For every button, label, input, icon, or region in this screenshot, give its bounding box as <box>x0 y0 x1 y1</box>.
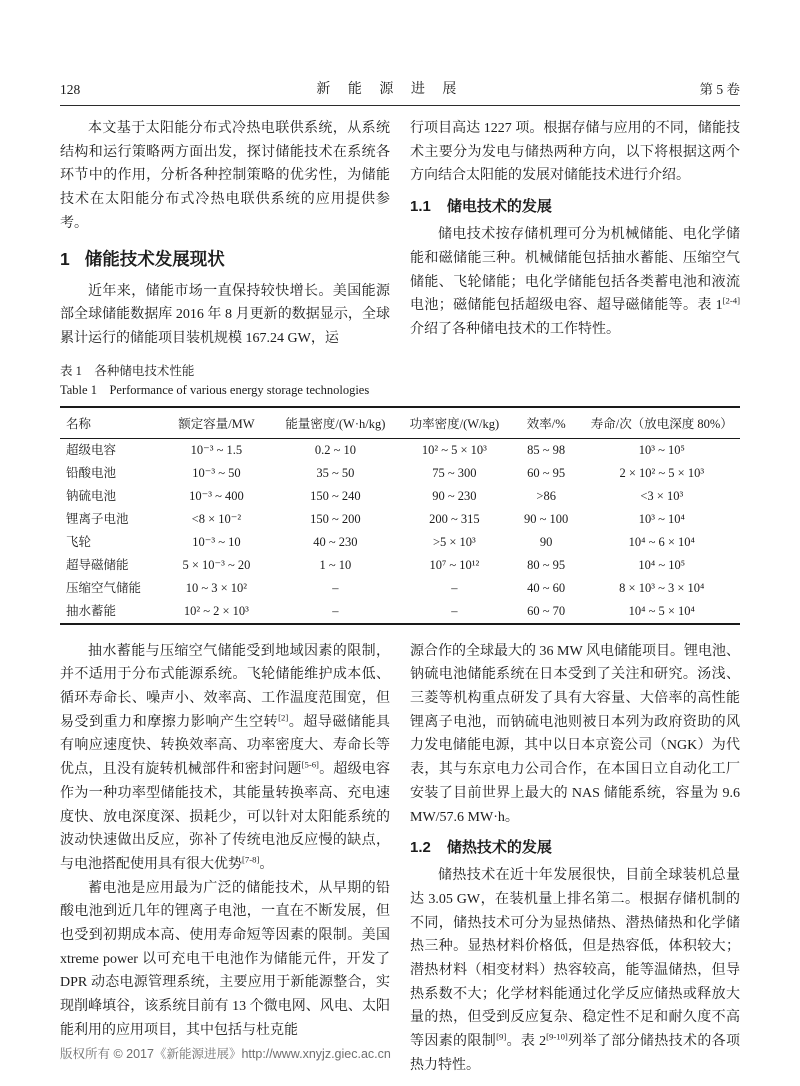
section-1-paragraph-right: 行项目高达 1227 项。根据存储与应用的不同，储能技术主要分为发电与储热两种方向，以下将根据这两个方向结合太阳能的发展对储能技术进行介绍。 <box>410 121 740 184</box>
table-row <box>60 531 740 554</box>
table-cell: 10⁴ ~ 10⁵ <box>638 557 686 572</box>
table-cell: 150 ~ 200 <box>310 511 361 526</box>
table-header-row <box>60 407 740 439</box>
section-1-title: 储能技术发展现状 <box>84 248 225 269</box>
top-text-block <box>60 117 740 351</box>
table-cell: >86 <box>536 488 556 503</box>
table-header-cell: 效率/% <box>509 407 584 439</box>
table-cell: 超导磁储能 <box>66 557 129 572</box>
table-header-cell: 寿命/次（放电深度 80%） <box>584 407 740 439</box>
page-number: 128 <box>60 82 81 97</box>
table-cell: 60 ~ 70 <box>527 603 566 618</box>
table-1-caption-en: Table 1 Performance of various energy storage technologies <box>60 382 370 397</box>
table-1-caption-zh: 表 1 各种储电技术性能 <box>60 363 195 378</box>
section-1-heading <box>60 247 390 271</box>
table-cell: 10⁻³ ~ 50 <box>192 465 241 480</box>
table-cell: 150 ~ 240 <box>310 488 361 503</box>
table-cell: 飞轮 <box>66 534 92 549</box>
table-cell: 10⁻³ ~ 1.5 <box>190 442 243 457</box>
table-1-header <box>60 407 740 439</box>
section-1-2-title: 储热技术的发展 <box>446 839 552 857</box>
table-cell: 90 <box>539 534 553 549</box>
section-1-number: 1 <box>60 248 70 269</box>
table-cell: 10⁴ ~ 6 × 10⁴ <box>628 534 695 549</box>
table-header-cell: 能量密度/(W·h/kg) <box>271 407 400 439</box>
table-cell: 0.2 ~ 10 <box>314 442 356 457</box>
section-1-2-heading <box>410 836 740 859</box>
table-cell: >5 × 10³ <box>432 534 476 549</box>
citation-superscript: [9] <box>496 1031 507 1042</box>
citation-superscript: [2-4] <box>722 295 740 306</box>
table-cell: 40 ~ 60 <box>527 580 566 595</box>
section-1-paragraph-left: 近年来，储能市场一直保持较快增长。美国能源部全球储能数据库 2016 年 8 月更新的数据显示，全球累计运行的储能项目装机规模 167.24 GW，运 <box>60 283 390 346</box>
table-cell: 8 × 10³ ~ 3 × 10⁴ <box>619 580 705 595</box>
citation-superscript: [2] <box>278 712 289 723</box>
table-cell: 1 ~ 10 <box>319 557 352 572</box>
table-cell: <3 × 10³ <box>640 488 684 503</box>
table-cell: 10³ ~ 10⁵ <box>638 442 685 457</box>
storage-discussion-paragraph: 抽水蓄能与压缩空气储能受到地域因素的限制，并不适用于分布式能源系统。飞轮储能维护成本低、循环寿命长、噪声小、效率高、工作温度范围宽，但易受到重力和摩擦力影响产生空转[2]。超导磁储能具有响应速度快、转换效率高、功率密度大、寿命长等优点，且没有旋转机械部件和密封问题[5-6]。超级电容作为一种功率型储能技术，其能量转换率高、充电速度快、放电深度深、损耗少，可以针对太阳能系统的波动快速做出反应，弥补了传统电池反应慢的缺点，与电池搭配使用具有很大优势[7-8]。 <box>60 643 391 872</box>
table-row <box>60 485 740 508</box>
right-column-top <box>410 117 740 351</box>
section-1-1-heading <box>410 195 740 218</box>
copyright-footer: 版权所有 © 2017《新能源进展》http://www.xnyjz.giec.ac.cn <box>60 1047 391 1061</box>
table-cell: – <box>451 603 458 618</box>
table-cell: 钠硫电池 <box>66 488 117 503</box>
table-cell: 35 ~ 50 <box>316 465 355 480</box>
table-cell: 5 × 10⁻³ ~ 20 <box>182 557 251 572</box>
table-cell: 10⁴ ~ 5 × 10⁴ <box>628 603 695 618</box>
citation-superscript: [7-8] <box>242 854 260 865</box>
bottom-text-block <box>60 640 740 1078</box>
table-cell: 超级电容 <box>66 442 117 457</box>
intro-paragraph: 本文基于太阳能分布式冷热电联供系统，从系统结构和运行策略两方面出发，探讨储能技术在系统各环节中的作用，分析各种控制策略的优劣性，为储能技术在太阳能分布式冷热电联供系统的应用提供参考。 <box>60 121 390 231</box>
table-cell: – <box>451 580 458 595</box>
citation-superscript: [9-10] <box>546 1031 568 1042</box>
section-1-2-number: 1.2 <box>410 839 431 857</box>
table-cell: 10³ ~ 10⁴ <box>638 511 685 526</box>
table-row <box>60 577 740 600</box>
table-cell: <8 × 10⁻² <box>191 511 242 526</box>
citation-superscript: [5-6] <box>301 759 319 770</box>
section-1-1-title: 储电技术的发展 <box>446 198 552 216</box>
table-cell: 压缩空气储能 <box>66 580 142 595</box>
table-cell: 10⁻³ ~ 10 <box>192 534 241 549</box>
journal-title: 新 能 源 进 展 <box>316 82 464 97</box>
table-row <box>60 462 740 485</box>
table-cell: 80 ~ 95 <box>527 557 566 572</box>
table-1 <box>60 406 740 625</box>
table-cell: 抽水蓄能 <box>66 603 117 618</box>
table-1-block <box>60 363 740 625</box>
running-head <box>60 0 740 106</box>
table-cell: 10 ~ 3 × 10² <box>185 580 248 595</box>
volume-label: 第 5 卷 <box>699 82 740 97</box>
right-column-bottom <box>410 640 740 1078</box>
table-cell: 铅酸电池 <box>66 465 117 480</box>
table-cell: 10⁻³ ~ 400 <box>189 488 244 503</box>
table-cell: 200 ~ 315 <box>429 511 480 526</box>
table-cell: 90 ~ 230 <box>432 488 477 503</box>
table-row <box>60 600 740 624</box>
table-header-cell: 名称 <box>60 407 162 439</box>
left-column-bottom <box>60 640 390 1078</box>
table-cell: 75 ~ 300 <box>432 465 477 480</box>
table-row <box>60 554 740 577</box>
table-cell: 10² ~ 2 × 10³ <box>183 603 249 618</box>
battery-paragraph-continued: 源合作的全球最大的 36 MW 风电储能项目。锂电池、钠硫电池储能系统在日本受到了关注和研究。汤浅、三菱等机构重点研发了具有大容量、大倍率的高性能锂离子电池，而钠硫电池则被日本列为政府资助的风力发电储能电源，其中以日本京瓷公司（NGK）为代表，其与东京电力公司合作，在本国日立自动化工厂安装了目前世界上最大的 NAS 储能系统，容量为 9.6 MW/57.6 MW·h。 <box>410 643 740 825</box>
table-row <box>60 438 740 462</box>
section-1-1-paragraph: 储电技术按存储机理可分为机械储能、电化学储能和磁储能三种。机械储能包括抽水蓄能、压缩空气储能、飞轮储能；电化学储能包括各类蓄电池和液流电池；磁储能包括超级电容、超导磁储能等。表 1[2-4]介绍了各种储电技术的工作特性。 <box>410 227 740 337</box>
table-header-cell: 功率密度/(W/kg) <box>400 407 509 439</box>
table-cell: 锂离子电池 <box>66 511 129 526</box>
table-cell: 10² ~ 5 × 10³ <box>421 442 487 457</box>
table-cell: 40 ~ 230 <box>313 534 358 549</box>
table-cell: – <box>332 603 339 618</box>
table-1-body <box>60 438 740 624</box>
section-1-2-paragraph: 储热技术在近十年发展很快，目前全球装机总量达 3.05 GW，在装机量上排名第二。根据存储机制的不同，储热技术可分为显热储热、潜热储热和化学储热三种。显热材料价格低，但是热容低，体积较大；潜热材料（相变材料）热容较高，能等温储热，但导热系数不大；化学材料能通过化学反应储热或释放大量的热，但受到反应复杂、稳定性不足和耐久度不高等因素的限制[9]。表 2[9-10]列举了部分储热技术的各项热力特性。 <box>410 868 741 1073</box>
table-cell: 85 ~ 98 <box>527 442 566 457</box>
battery-paragraph: 蓄电池是应用最为广泛的储能技术，从早期的铅酸电池到近几年的锂离子电池，一直在不断发展，但也受到初期成本高、使用寿命短等因素的限制。美国 xtreme power 以可充电干电池作为储能元件，开发了 DPR 动态电源管理系统，主要应用于新能源整合，实现削峰填谷，该系统目前有 13 个微电网、风电、太阳能利用的应用项目，其中包括与杜克能 <box>60 880 390 1038</box>
table-cell: 60 ~ 95 <box>527 465 566 480</box>
section-1-1-number: 1.1 <box>410 198 431 216</box>
table-cell: 90 ~ 100 <box>524 511 569 526</box>
table-cell: – <box>332 580 339 595</box>
table-row <box>60 508 740 531</box>
left-column-top <box>60 117 390 351</box>
table-cell: 10⁷ ~ 10¹² <box>429 557 480 572</box>
table-cell: 2 × 10² ~ 5 × 10³ <box>619 465 705 480</box>
table-header-cell: 额定容量/MW <box>162 407 271 439</box>
